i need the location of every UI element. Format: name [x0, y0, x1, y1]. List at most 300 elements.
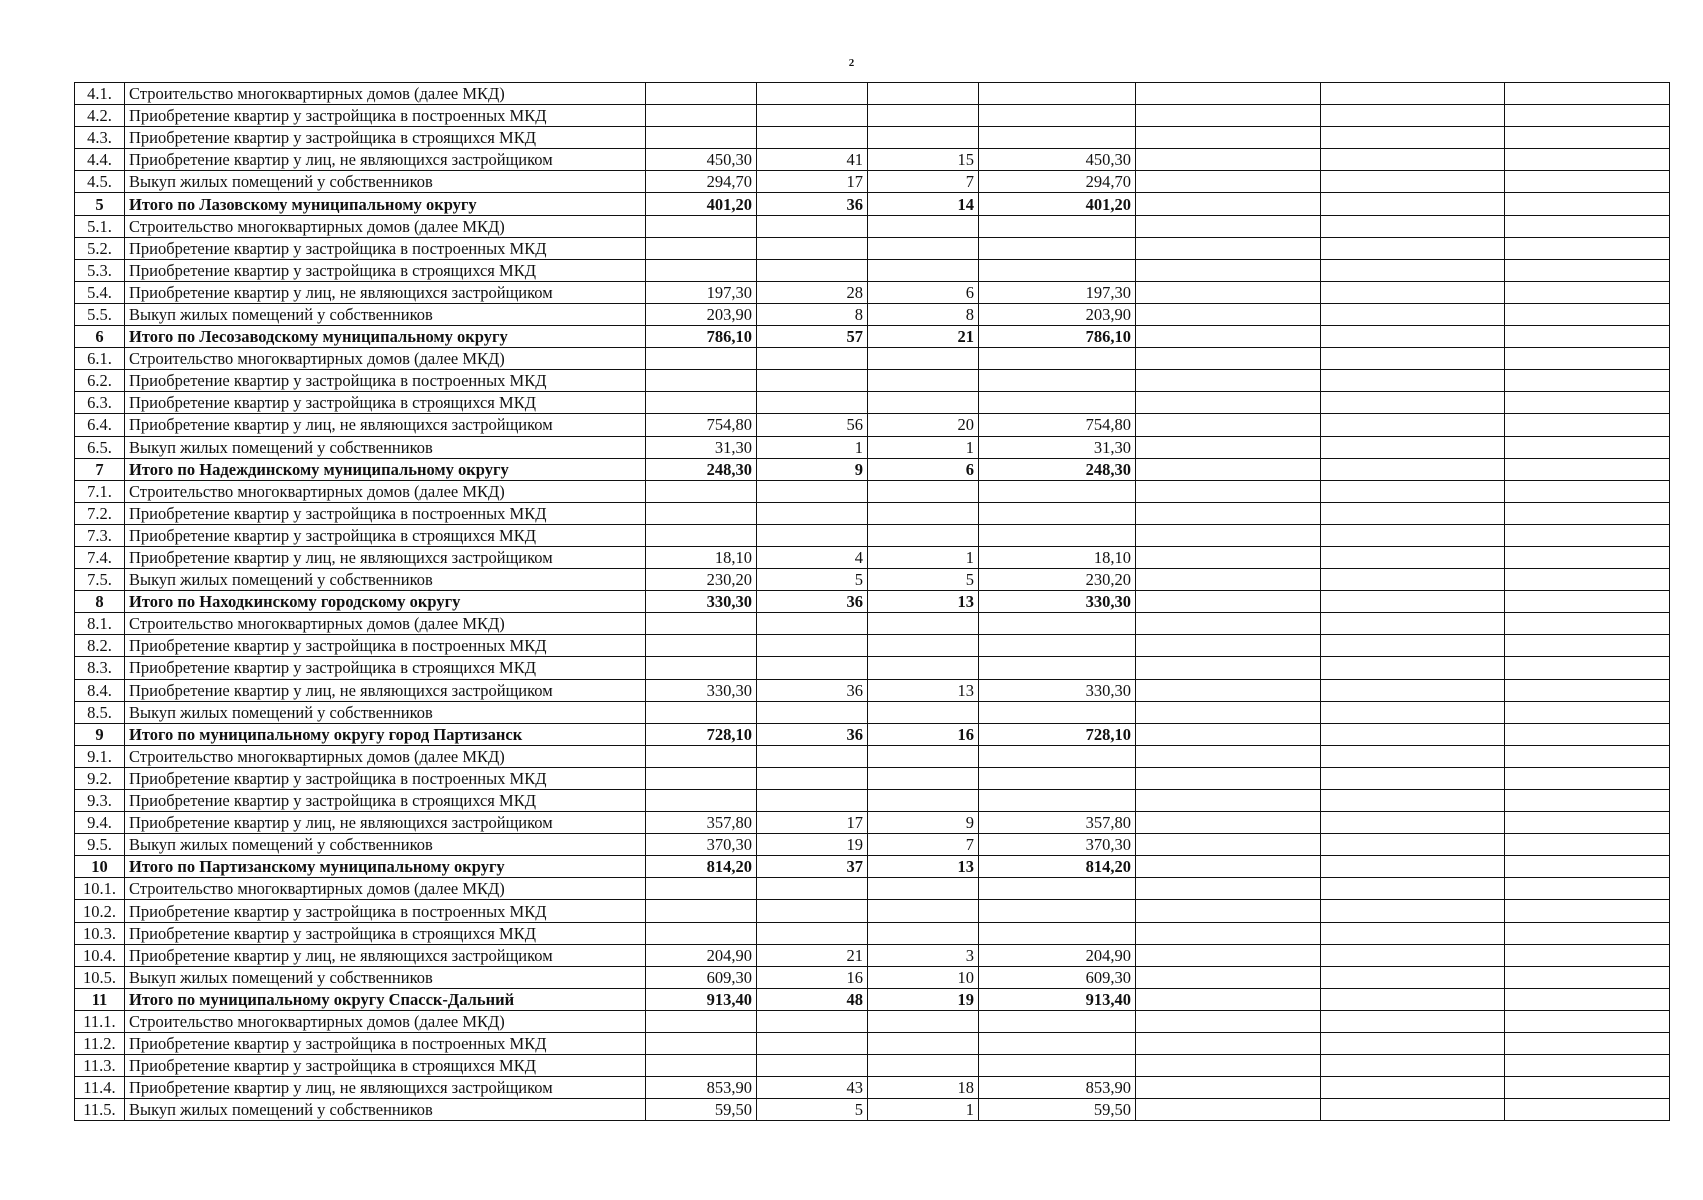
empty-cell: [1505, 83, 1670, 105]
amount-cell: [646, 900, 757, 922]
row-number-cell: 5.1.: [75, 215, 125, 237]
amount-cell: [979, 613, 1136, 635]
count-cell: [757, 524, 868, 546]
count-cell: 57: [757, 326, 868, 348]
row-number-cell: 5.5.: [75, 303, 125, 325]
empty-cell: [1505, 745, 1670, 767]
amount-cell: 197,30: [646, 281, 757, 303]
table-row: [75, 502, 1670, 524]
count-cell: 16: [757, 966, 868, 988]
table-row: [75, 812, 1670, 834]
amount-cell: [646, 348, 757, 370]
amount-cell: 853,90: [979, 1077, 1136, 1099]
empty-cell: [1321, 171, 1505, 193]
count-cell: 28: [757, 281, 868, 303]
empty-cell: [1321, 215, 1505, 237]
amount-cell: [646, 745, 757, 767]
amount-cell: 230,20: [979, 569, 1136, 591]
empty-cell: [1505, 281, 1670, 303]
empty-cell: [1505, 1077, 1670, 1099]
amount-cell: 609,30: [979, 966, 1136, 988]
row-name-cell: Выкуп жилых помещений у собственников: [125, 303, 646, 325]
amount-cell: 814,20: [646, 856, 757, 878]
count-cell: [757, 790, 868, 812]
empty-cell: [1136, 723, 1321, 745]
table-row: [75, 83, 1670, 105]
empty-cell: [1136, 657, 1321, 679]
table-row: [75, 613, 1670, 635]
count-cell: 4: [757, 546, 868, 568]
empty-cell: [1321, 237, 1505, 259]
row-number-cell: 5.4.: [75, 281, 125, 303]
row-number-cell: 5.2.: [75, 237, 125, 259]
table-row: [75, 966, 1670, 988]
amount-cell: 786,10: [646, 326, 757, 348]
empty-cell: [1136, 458, 1321, 480]
empty-cell: [1505, 878, 1670, 900]
page-number: 2: [848, 57, 855, 69]
table-row: [75, 767, 1670, 789]
amount-cell: [979, 878, 1136, 900]
amount-cell: [979, 1033, 1136, 1055]
row-name-cell: Приобретение квартир у лиц, не являющихся застройщиком: [125, 1077, 646, 1099]
count-cell: 14: [868, 193, 979, 215]
row-number-cell: 5: [75, 193, 125, 215]
amount-cell: 330,30: [979, 591, 1136, 613]
total-row: [75, 326, 1670, 348]
row-name-cell: Выкуп жилых помещений у собственников: [125, 436, 646, 458]
empty-cell: [1136, 988, 1321, 1010]
table-row: [75, 215, 1670, 237]
empty-cell: [1505, 303, 1670, 325]
empty-cell: [1136, 193, 1321, 215]
empty-cell: [1136, 436, 1321, 458]
count-cell: 21: [757, 944, 868, 966]
empty-cell: [1321, 370, 1505, 392]
amount-cell: [979, 127, 1136, 149]
empty-cell: [1321, 767, 1505, 789]
amount-cell: [646, 922, 757, 944]
amount-cell: [646, 370, 757, 392]
empty-cell: [1505, 524, 1670, 546]
empty-cell: [1321, 922, 1505, 944]
empty-cell: [1136, 679, 1321, 701]
row-number-cell: 9.5.: [75, 834, 125, 856]
empty-cell: [1136, 237, 1321, 259]
count-cell: [868, 215, 979, 237]
row-number-cell: 7.5.: [75, 569, 125, 591]
table-row: [75, 745, 1670, 767]
empty-cell: [1321, 436, 1505, 458]
row-name-cell: Приобретение квартир у застройщика в строящихся МКД: [125, 922, 646, 944]
row-name-cell: Приобретение квартир у застройщика в построенных МКД: [125, 1033, 646, 1055]
count-cell: [868, 105, 979, 127]
row-name-cell: Приобретение квартир у лиц, не являющихся застройщиком: [125, 414, 646, 436]
amount-cell: [646, 767, 757, 789]
row-number-cell: 10.4.: [75, 944, 125, 966]
amount-cell: [979, 105, 1136, 127]
amount-cell: [979, 1010, 1136, 1032]
amount-cell: 913,40: [646, 988, 757, 1010]
row-number-cell: 10.1.: [75, 878, 125, 900]
empty-cell: [1321, 657, 1505, 679]
table-row: [75, 105, 1670, 127]
table-row: [75, 569, 1670, 591]
row-name-cell: Приобретение квартир у застройщика в построенных МКД: [125, 900, 646, 922]
empty-cell: [1136, 922, 1321, 944]
empty-cell: [1321, 988, 1505, 1010]
total-row: [75, 591, 1670, 613]
amount-cell: 248,30: [979, 458, 1136, 480]
row-name-cell: Приобретение квартир у застройщика в строящихся МКД: [125, 392, 646, 414]
amount-cell: 786,10: [979, 326, 1136, 348]
amount-cell: [646, 878, 757, 900]
row-number-cell: 8.4.: [75, 679, 125, 701]
empty-cell: [1321, 127, 1505, 149]
row-name-cell: Приобретение квартир у застройщика в построенных МКД: [125, 370, 646, 392]
amount-cell: [979, 657, 1136, 679]
table-row: [75, 834, 1670, 856]
count-cell: 13: [868, 856, 979, 878]
row-name-cell: Выкуп жилых помещений у собственников: [125, 701, 646, 723]
row-name-cell: Приобретение квартир у лиц, не являющихся застройщиком: [125, 812, 646, 834]
amount-cell: [979, 900, 1136, 922]
count-cell: 1: [868, 436, 979, 458]
count-cell: 5: [757, 569, 868, 591]
amount-cell: 294,70: [979, 171, 1136, 193]
amount-cell: 59,50: [646, 1099, 757, 1121]
table-row: [75, 1010, 1670, 1032]
row-number-cell: 7.2.: [75, 502, 125, 524]
count-cell: [757, 392, 868, 414]
empty-cell: [1505, 1099, 1670, 1121]
row-number-cell: 6.1.: [75, 348, 125, 370]
table-row: [75, 900, 1670, 922]
empty-cell: [1505, 679, 1670, 701]
empty-cell: [1505, 1033, 1670, 1055]
empty-cell: [1321, 569, 1505, 591]
count-cell: [868, 1033, 979, 1055]
amount-cell: 401,20: [646, 193, 757, 215]
count-cell: [868, 83, 979, 105]
row-name-cell: Итого по Находкинскому городскому округу: [125, 591, 646, 613]
row-number-cell: 8.1.: [75, 613, 125, 635]
amount-cell: [646, 502, 757, 524]
table-row: [75, 1077, 1670, 1099]
amount-cell: [646, 259, 757, 281]
empty-cell: [1136, 767, 1321, 789]
empty-cell: [1505, 657, 1670, 679]
amount-cell: [979, 767, 1136, 789]
count-cell: [757, 502, 868, 524]
count-cell: [757, 657, 868, 679]
amount-cell: [979, 701, 1136, 723]
amount-cell: [646, 392, 757, 414]
table-row: [75, 524, 1670, 546]
amount-cell: [979, 524, 1136, 546]
count-cell: 1: [757, 436, 868, 458]
empty-cell: [1321, 348, 1505, 370]
row-name-cell: Итого по муниципальному округу Спасск-Дальний: [125, 988, 646, 1010]
row-number-cell: 6.3.: [75, 392, 125, 414]
row-number-cell: 10: [75, 856, 125, 878]
empty-cell: [1136, 856, 1321, 878]
table-row: [75, 370, 1670, 392]
amount-cell: [646, 237, 757, 259]
amount-cell: [979, 745, 1136, 767]
amount-cell: 450,30: [646, 149, 757, 171]
row-number-cell: 8.2.: [75, 635, 125, 657]
row-name-cell: Приобретение квартир у застройщика в строящихся МКД: [125, 127, 646, 149]
empty-cell: [1321, 259, 1505, 281]
empty-cell: [1505, 436, 1670, 458]
row-number-cell: 9.4.: [75, 812, 125, 834]
amount-cell: [979, 237, 1136, 259]
row-number-cell: 4.1.: [75, 83, 125, 105]
row-name-cell: Приобретение квартир у застройщика в построенных МКД: [125, 237, 646, 259]
amount-cell: [646, 635, 757, 657]
row-name-cell: Итого по Партизанскому муниципальному округу: [125, 856, 646, 878]
row-name-cell: Приобретение квартир у застройщика в построенных МКД: [125, 635, 646, 657]
empty-cell: [1136, 966, 1321, 988]
empty-cell: [1321, 635, 1505, 657]
count-cell: [757, 370, 868, 392]
empty-cell: [1321, 812, 1505, 834]
amount-cell: [646, 215, 757, 237]
empty-cell: [1505, 149, 1670, 171]
amount-cell: 728,10: [646, 723, 757, 745]
empty-cell: [1505, 856, 1670, 878]
empty-cell: [1505, 1010, 1670, 1032]
total-row: [75, 723, 1670, 745]
row-number-cell: 10.3.: [75, 922, 125, 944]
count-cell: 1: [868, 1099, 979, 1121]
count-cell: 43: [757, 1077, 868, 1099]
count-cell: 7: [868, 834, 979, 856]
empty-cell: [1136, 1077, 1321, 1099]
amount-cell: [646, 1010, 757, 1032]
empty-cell: [1136, 900, 1321, 922]
empty-cell: [1505, 193, 1670, 215]
empty-cell: [1505, 591, 1670, 613]
amount-cell: 31,30: [979, 436, 1136, 458]
table-row: [75, 635, 1670, 657]
empty-cell: [1321, 1033, 1505, 1055]
total-row: [75, 856, 1670, 878]
empty-cell: [1505, 988, 1670, 1010]
count-cell: [757, 635, 868, 657]
count-cell: [868, 613, 979, 635]
amount-cell: 401,20: [979, 193, 1136, 215]
table-row: [75, 701, 1670, 723]
amount-cell: 330,30: [646, 591, 757, 613]
amount-cell: [979, 259, 1136, 281]
amount-cell: [646, 613, 757, 635]
empty-cell: [1136, 370, 1321, 392]
count-cell: 17: [757, 171, 868, 193]
count-cell: [868, 790, 979, 812]
row-number-cell: 9: [75, 723, 125, 745]
amount-cell: 330,30: [979, 679, 1136, 701]
count-cell: 13: [868, 679, 979, 701]
row-number-cell: 11.2.: [75, 1033, 125, 1055]
count-cell: [757, 237, 868, 259]
amount-cell: 754,80: [646, 414, 757, 436]
row-name-cell: Приобретение квартир у застройщика в построенных МКД: [125, 502, 646, 524]
table-row: [75, 348, 1670, 370]
amount-cell: 370,30: [979, 834, 1136, 856]
count-cell: [757, 1055, 868, 1077]
empty-cell: [1321, 83, 1505, 105]
count-cell: [757, 745, 868, 767]
empty-cell: [1321, 414, 1505, 436]
empty-cell: [1136, 569, 1321, 591]
row-name-cell: Строительство многоквартирных домов (далее МКД): [125, 215, 646, 237]
count-cell: [868, 900, 979, 922]
row-name-cell: Выкуп жилых помещений у собственников: [125, 834, 646, 856]
empty-cell: [1505, 105, 1670, 127]
count-cell: 37: [757, 856, 868, 878]
amount-cell: [646, 657, 757, 679]
row-name-cell: Строительство многоквартирных домов (далее МКД): [125, 878, 646, 900]
empty-cell: [1321, 502, 1505, 524]
empty-cell: [1505, 458, 1670, 480]
row-number-cell: 7: [75, 458, 125, 480]
row-name-cell: Приобретение квартир у застройщика в строящихся МКД: [125, 790, 646, 812]
count-cell: 5: [757, 1099, 868, 1121]
empty-cell: [1321, 458, 1505, 480]
empty-cell: [1505, 414, 1670, 436]
row-number-cell: 10.5.: [75, 966, 125, 988]
empty-cell: [1321, 524, 1505, 546]
count-cell: 6: [868, 458, 979, 480]
empty-cell: [1136, 878, 1321, 900]
empty-cell: [1136, 215, 1321, 237]
empty-cell: [1136, 281, 1321, 303]
empty-cell: [1321, 105, 1505, 127]
empty-cell: [1136, 105, 1321, 127]
empty-cell: [1136, 1055, 1321, 1077]
total-row: [75, 458, 1670, 480]
count-cell: 3: [868, 944, 979, 966]
total-row: [75, 988, 1670, 1010]
empty-cell: [1136, 480, 1321, 502]
row-name-cell: Приобретение квартир у застройщика в построенных МКД: [125, 105, 646, 127]
count-cell: 7: [868, 171, 979, 193]
table-row: [75, 436, 1670, 458]
amount-cell: [979, 348, 1136, 370]
empty-cell: [1505, 259, 1670, 281]
empty-cell: [1505, 790, 1670, 812]
amount-cell: 203,90: [979, 303, 1136, 325]
table-row: [75, 281, 1670, 303]
row-number-cell: 4.2.: [75, 105, 125, 127]
amount-cell: [979, 392, 1136, 414]
amount-cell: [646, 480, 757, 502]
row-number-cell: 8.3.: [75, 657, 125, 679]
empty-cell: [1505, 237, 1670, 259]
table-row: [75, 1055, 1670, 1077]
empty-cell: [1136, 1033, 1321, 1055]
amount-cell: [979, 83, 1136, 105]
empty-cell: [1505, 569, 1670, 591]
table-row: [75, 922, 1670, 944]
empty-cell: [1136, 1010, 1321, 1032]
row-number-cell: 6: [75, 326, 125, 348]
row-number-cell: 9.1.: [75, 745, 125, 767]
empty-cell: [1505, 171, 1670, 193]
amount-cell: 853,90: [646, 1077, 757, 1099]
count-cell: [757, 215, 868, 237]
empty-cell: [1321, 966, 1505, 988]
row-number-cell: 4.3.: [75, 127, 125, 149]
empty-cell: [1136, 171, 1321, 193]
amount-cell: [979, 502, 1136, 524]
table-row: [75, 679, 1670, 701]
count-cell: 6: [868, 281, 979, 303]
amount-cell: 814,20: [979, 856, 1136, 878]
empty-cell: [1321, 878, 1505, 900]
empty-cell: [1136, 745, 1321, 767]
amount-cell: 230,20: [646, 569, 757, 591]
amount-cell: [979, 215, 1136, 237]
row-name-cell: Строительство многоквартирных домов (далее МКД): [125, 745, 646, 767]
amount-cell: [979, 370, 1136, 392]
count-cell: [868, 127, 979, 149]
row-number-cell: 6.2.: [75, 370, 125, 392]
count-cell: [757, 83, 868, 105]
empty-cell: [1136, 613, 1321, 635]
count-cell: [868, 524, 979, 546]
empty-cell: [1136, 546, 1321, 568]
program-table: [74, 82, 1670, 1121]
count-cell: 15: [868, 149, 979, 171]
row-name-cell: Итого по Лазовскому муниципальному округу: [125, 193, 646, 215]
empty-cell: [1505, 767, 1670, 789]
empty-cell: [1136, 149, 1321, 171]
count-cell: [757, 701, 868, 723]
amount-cell: [646, 524, 757, 546]
count-cell: [757, 1033, 868, 1055]
amount-cell: 204,90: [979, 944, 1136, 966]
amount-cell: [646, 1033, 757, 1055]
row-number-cell: 11.3.: [75, 1055, 125, 1077]
amount-cell: 370,30: [646, 834, 757, 856]
row-name-cell: Приобретение квартир у застройщика в строящихся МКД: [125, 657, 646, 679]
row-name-cell: Выкуп жилых помещений у собственников: [125, 569, 646, 591]
row-name-cell: Итого по Надеждинскому муниципальному округу: [125, 458, 646, 480]
empty-cell: [1321, 303, 1505, 325]
amount-cell: 450,30: [979, 149, 1136, 171]
empty-cell: [1321, 149, 1505, 171]
empty-cell: [1321, 900, 1505, 922]
row-number-cell: 11: [75, 988, 125, 1010]
amount-cell: 330,30: [646, 679, 757, 701]
empty-cell: [1505, 348, 1670, 370]
amount-cell: 204,90: [646, 944, 757, 966]
row-name-cell: Строительство многоквартирных домов (далее МКД): [125, 83, 646, 105]
empty-cell: [1136, 83, 1321, 105]
empty-cell: [1136, 303, 1321, 325]
empty-cell: [1136, 790, 1321, 812]
empty-cell: [1321, 613, 1505, 635]
empty-cell: [1505, 834, 1670, 856]
empty-cell: [1136, 812, 1321, 834]
empty-cell: [1321, 1010, 1505, 1032]
amount-cell: [646, 105, 757, 127]
empty-cell: [1136, 326, 1321, 348]
empty-cell: [1321, 834, 1505, 856]
